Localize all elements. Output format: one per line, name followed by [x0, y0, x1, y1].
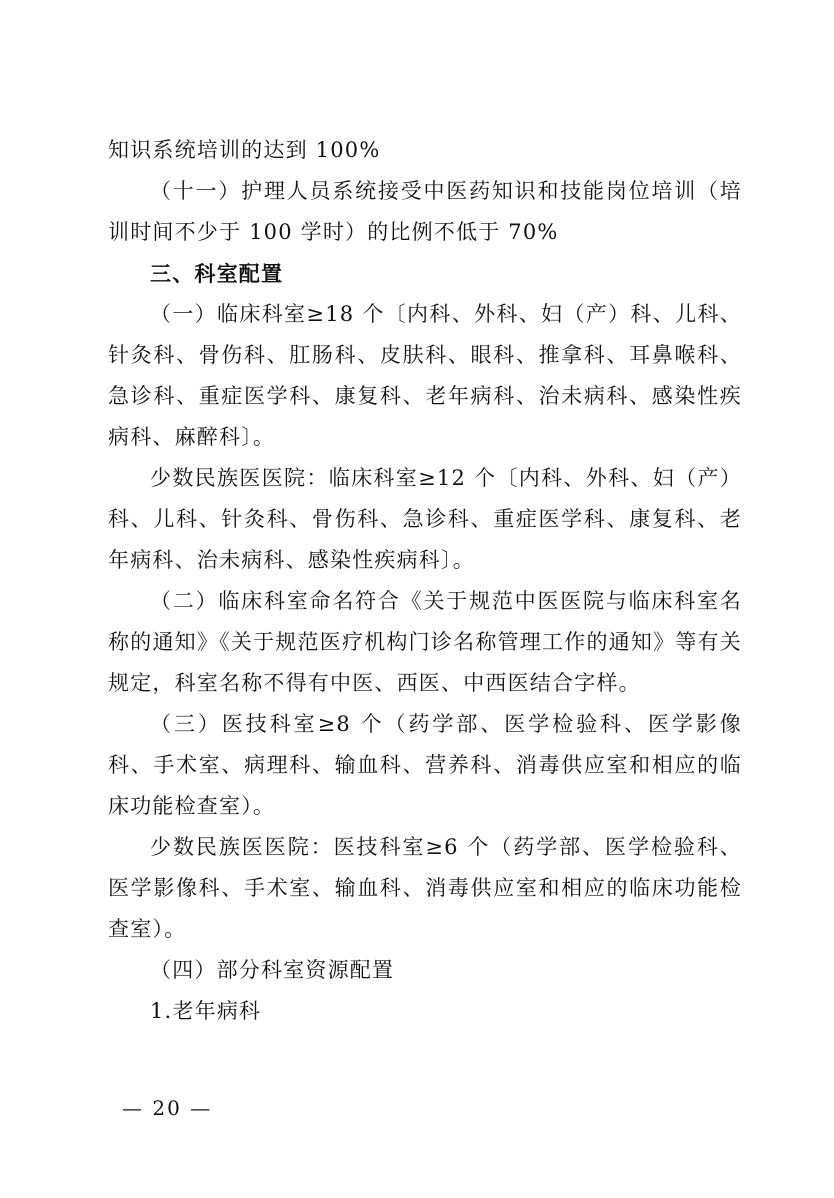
section-heading-department-config: 三、科室配置: [150, 261, 284, 286]
paragraph-clinical-departments: （一）临床科室≥18 个〔内科、外科、妇（产）科、儿科、针灸科、骨伤科、肛肠科、皮肤科、眼科、推拿科、耳鼻喉科、急诊科、重症医学科、康复科、老年病科、治未病科、感染性疾病科、麻醉科〕。: [108, 302, 742, 449]
paragraph-ethnic-clinical-departments: 少数民族医医院：临床科室≥12 个〔内科、外科、妇（产）科、儿科、针灸科、骨伤科、急诊科、重症医学科、康复科、老年病科、治未病科、感染性疾病科〕。: [108, 466, 742, 572]
paragraph-medical-tech-departments: （三）医技科室≥8 个（药学部、医学检验科、医学影像科、手术室、病理科、输血科、营养科、消毒供应室和相应的临床功能检查室）。: [108, 712, 742, 818]
paragraph-geriatrics: 1.老年病科: [150, 999, 262, 1023]
paragraph-ethnic-medical-tech-departments: 少数民族医医院：医技科室≥6 个（药学部、医学检验科、医学影像科、手术室、输血科、消毒供应室和相应的临床功能检查室）。: [108, 835, 742, 941]
document-body: [108, 130, 742, 1032]
paragraph-training-continued: 知识系统培训的达到 100%: [108, 138, 381, 162]
page-number: — 20 —: [122, 1096, 213, 1120]
paragraph-nursing-training: （十一）护理人员系统接受中医药知识和技能岗位培训（培训时间不少于 100 学时）的比例不低于 70%: [108, 179, 742, 244]
paragraph-department-naming: （二）临床科室命名符合《关于规范中医医院与临床科室名称的通知》《关于规范医疗机构门诊名称管理工作的通知》等有关规定，科室名称不得有中医、西医、中西医结合字样。: [108, 589, 742, 695]
paragraph-resource-config: （四）部分科室资源配置: [150, 958, 395, 982]
